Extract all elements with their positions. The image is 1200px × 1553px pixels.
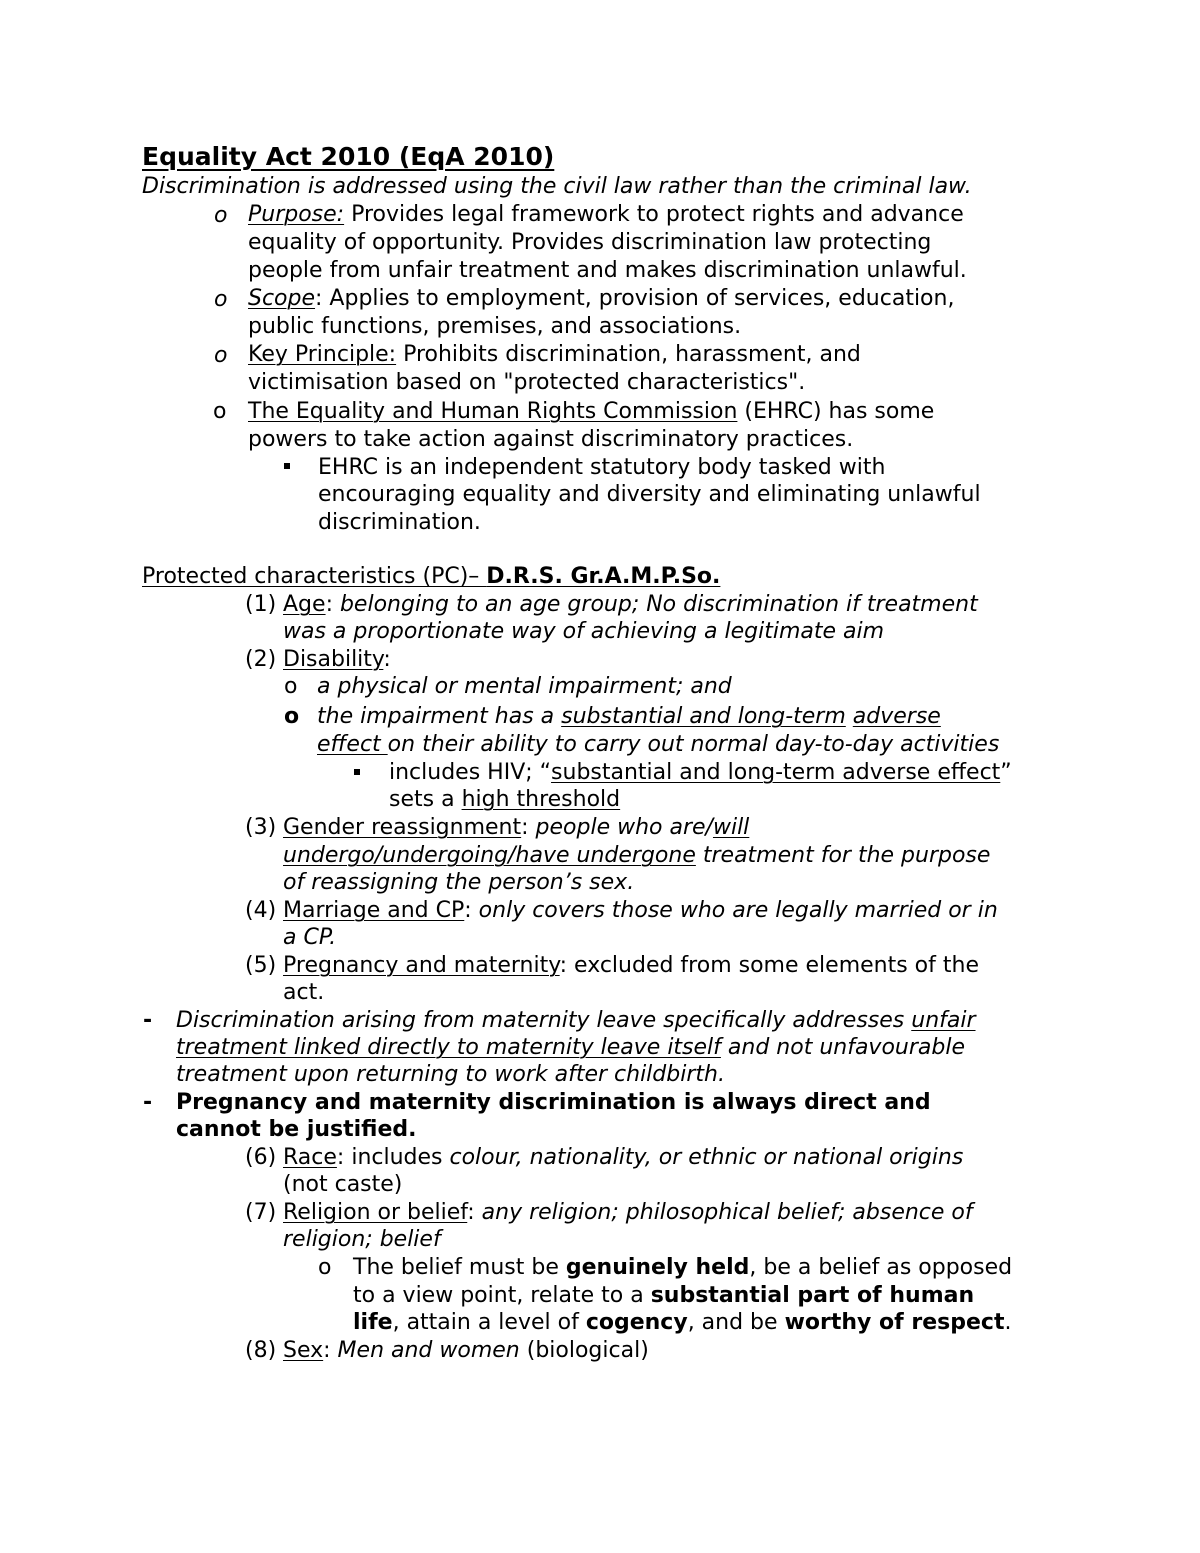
maternity-direct-line-1: Pregnancy and maternity discrimination is always direct and — [176, 1090, 931, 1115]
disability-point-b-line-2: effect on their ability to carry out normal day-to-day activities — [317, 732, 1000, 757]
sex-label: Sex — [283, 1338, 324, 1363]
scope-line-1: Scope: Applies to employment, provision of services, education, — [248, 286, 955, 311]
maternity-note-line-1: Discrimination arising from maternity leave specifically addresses unfair — [176, 1008, 976, 1033]
marriage-label: Marriage and CP — [283, 898, 465, 923]
ehrc-line-2: powers to take action against discriminatory practices. — [248, 427, 854, 452]
document-title: Equality Act 2010 (EqA 2010) — [142, 142, 555, 171]
ehrc-sub-line-1: EHRC is an independent statutory body tasked with — [318, 455, 886, 480]
gender-label: Gender reassignment — [283, 815, 522, 840]
ehrc-label: The Equality and Human Rights Commission — [248, 399, 738, 424]
age-line-2: was a proportionate way of achieving a legitimate aim — [283, 619, 885, 644]
square-bullet-icon — [354, 769, 360, 775]
bullet-marker: o — [214, 343, 228, 368]
dash-marker: - — [143, 1090, 153, 1115]
bullet-marker: o — [214, 203, 228, 228]
list-number: (6) — [245, 1145, 277, 1170]
scope-label: Scope — [248, 286, 316, 311]
age-line-1: Age: belonging to an age group; No discrimination if treatment — [283, 592, 978, 617]
purpose-label: Purpose: — [248, 202, 345, 227]
belief-line-3: life, attain a level of cogency, and be worthy of respect. — [353, 1310, 1012, 1335]
bullet-marker: o — [284, 704, 300, 729]
list-number: (7) — [245, 1200, 277, 1225]
pregnancy-line-2: act. — [283, 980, 325, 1005]
list-number: (4) — [245, 898, 277, 923]
purpose-line-3: people from unfair treatment and makes discrimination unlawful. — [248, 258, 967, 283]
square-bullet-icon — [284, 463, 290, 469]
list-number: (1) — [245, 592, 277, 617]
religion-label: Religion or belief — [283, 1200, 468, 1225]
disability-sub-line-1: includes HIV; “substantial and long-term adverse effect” — [389, 760, 1012, 785]
marriage-line-1: Marriage and CP: only covers those who are legally married or in — [283, 898, 998, 923]
intro-text: Discrimination is addressed using the civil law rather than the criminal law. — [142, 174, 972, 199]
ehrc-sub-line-3: discrimination. — [318, 510, 481, 535]
key-principle-line-1: Key Principle: Prohibits discrimination, harassment, and — [248, 342, 861, 367]
key-principle-label: Key Principle: — [248, 342, 397, 367]
race-line-2: (not caste) — [283, 1172, 403, 1197]
maternity-note-line-3: treatment upon returning to work after childbirth. — [176, 1062, 725, 1087]
sex-line-1: Sex: Men and women (biological) — [283, 1338, 649, 1363]
belief-line-1: The belief must be genuinely held, be a belief as opposed — [353, 1255, 1013, 1280]
marriage-line-2: a CP. — [283, 925, 337, 950]
maternity-direct-line-2: cannot be justified. — [176, 1117, 417, 1142]
scope-line-2: public functions, premises, and associations. — [248, 314, 742, 339]
list-number: (8) — [245, 1338, 277, 1363]
disability-line-1: Disability: — [283, 647, 391, 672]
gender-line-2: undergo/undergoing/have undergone treatment for the purpose — [283, 843, 991, 868]
list-number: (5) — [245, 953, 277, 978]
pc-mnemonic: D.R.S. Gr.A.M.P.So. — [486, 564, 721, 589]
disability-point-b-line-1: the impairment has a substantial and long-term adverse — [317, 704, 941, 729]
religion-line-2: religion; belief — [283, 1227, 441, 1252]
bullet-marker: o — [318, 1255, 332, 1280]
age-label: Age — [283, 592, 326, 617]
bullet-marker: o — [213, 399, 227, 424]
ehrc-line-1: The Equality and Human Rights Commission (EHRC) has some — [248, 399, 935, 424]
pregnancy-line-1: Pregnancy and maternity: excluded from some elements of the — [283, 953, 979, 978]
race-line-1: Race: includes colour, nationality, or ethnic or national origins — [283, 1145, 964, 1170]
bullet-marker: o — [214, 287, 228, 312]
gender-line-3: of reassigning the person’s sex. — [283, 870, 635, 895]
purpose-line-2: equality of opportunity. Provides discrimination law protecting — [248, 230, 932, 255]
list-number: (2) — [245, 647, 277, 672]
race-label: Race — [283, 1145, 337, 1170]
disability-label: Disability — [283, 647, 384, 672]
list-number: (3) — [245, 815, 277, 840]
pregnancy-label: Pregnancy and maternity — [283, 953, 560, 978]
religion-line-1: Religion or belief: any religion; philosophical belief; absence of — [283, 1200, 973, 1225]
ehrc-sub-line-2: encouraging equality and diversity and eliminating unlawful — [318, 482, 981, 507]
key-principle-line-2: victimisation based on "protected characteristics". — [248, 370, 806, 395]
belief-line-2: to a view point, relate to a substantial part of human — [353, 1283, 975, 1308]
purpose-line-1: Purpose: Provides legal framework to protect rights and advance — [248, 202, 964, 227]
bullet-marker: o — [284, 674, 298, 699]
disability-point-a: a physical or mental impairment; and — [317, 674, 732, 699]
disability-sub-line-2: sets a high threshold — [389, 787, 621, 812]
dash-marker: - — [143, 1008, 153, 1033]
gender-line-1: Gender reassignment: people who are/will — [283, 815, 750, 840]
maternity-note-line-2: treatment linked directly to maternity leave itself and not unfavourable — [176, 1035, 965, 1060]
protected-characteristics-heading: Protected characteristics (PC)– D.R.S. Gr.A.M.P.So. — [142, 564, 721, 589]
